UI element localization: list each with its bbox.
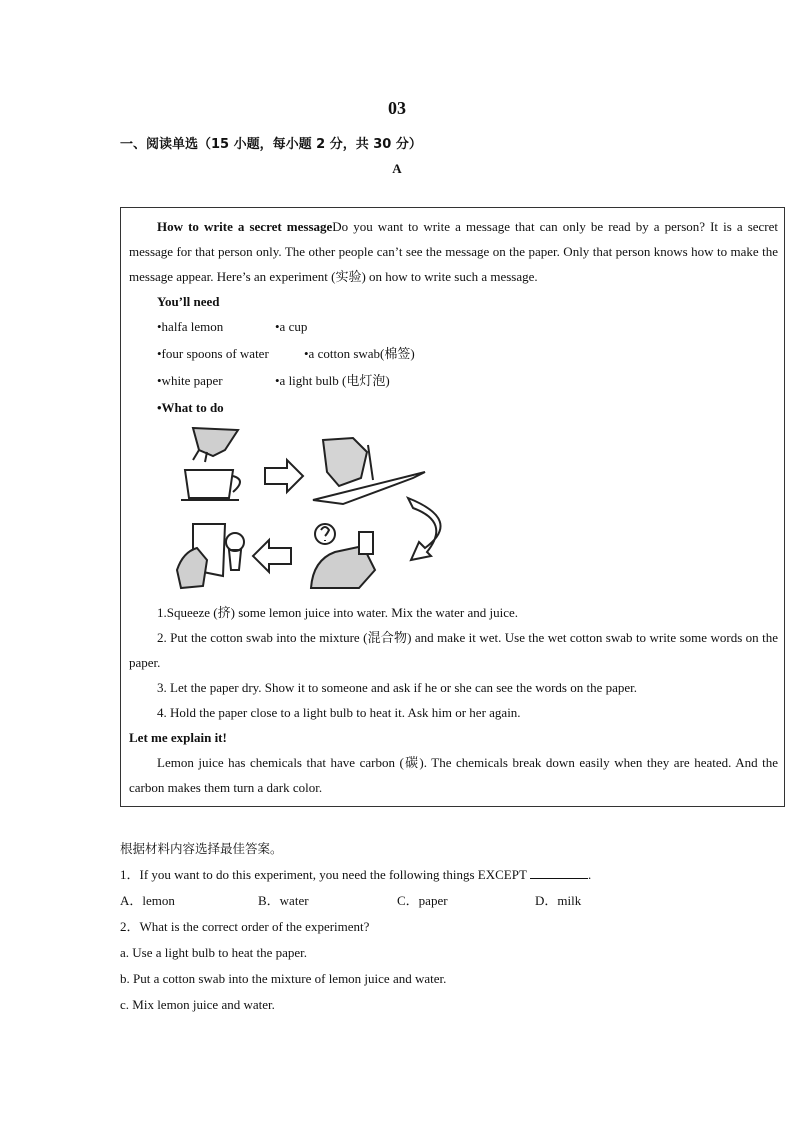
question-2-stem: 2．What is the correct order of the experiment? <box>120 919 370 934</box>
question-1 <box>120 862 790 888</box>
steps-section <box>129 600 778 800</box>
paper-and-bulb-icon <box>177 524 244 588</box>
question-1-stem: 1．If you want to do this experiment, you need the following things EXCEPT <box>120 867 527 882</box>
question-2-item-b: b. Put a cotton swab into the mixture of lemon juice and water. <box>120 971 447 986</box>
need-row <box>157 314 778 341</box>
squeeze-lemon-icon <box>181 428 240 500</box>
option-c[interactable]: C．paper <box>397 893 448 908</box>
need-item: •four spoons of water <box>157 346 269 361</box>
question-1-end: . <box>587 867 592 882</box>
what-heading: •What to do <box>157 400 224 415</box>
passage-intro <box>129 214 778 289</box>
answer-blank <box>530 864 588 879</box>
explain-text: Lemon juice has chemicals that have carbon (碳). The chemicals break down easily when they are heated. And the carbon makes them turn a dark color. <box>129 755 778 795</box>
step-4: 4. Hold the paper close to a light bulb to heat it. Ask him or her again. <box>157 705 521 720</box>
option-b[interactable]: B．water <box>258 893 309 908</box>
passage-top <box>129 214 778 420</box>
intro-text: Do you want to write a message that can only be read by a person? It is a secret message for that person only. The other people can’t see the message on the paper. Only that person knows how to make the message appear. Here’s an experiment (实验) on how to write such a message. <box>129 219 779 284</box>
need-heading: You’ll need <box>157 294 220 309</box>
option-d[interactable]: D．milk <box>535 893 582 908</box>
arrow-right-icon <box>265 460 303 492</box>
curved-arrow-icon <box>408 498 441 560</box>
section-title: 一、阅读单选（15 小题，每小题 2 分，共 30 分） <box>120 137 422 152</box>
questions-section <box>120 836 790 1018</box>
page-number: 03 <box>388 98 406 118</box>
question-2-item-c: c. Mix lemon juice and water. <box>120 997 275 1012</box>
question-2-item-a: a. Use a light bulb to heat the paper. <box>120 945 308 960</box>
need-row <box>157 341 778 368</box>
passage-box <box>120 207 785 807</box>
passage-letter: A <box>392 161 402 176</box>
need-item: •a cup <box>275 319 308 334</box>
write-with-swab-icon <box>313 438 425 504</box>
need-item: •a cotton swab(棉签) <box>304 346 415 361</box>
experiment-illustration <box>163 420 453 592</box>
step-3: 3. Let the paper dry. Show it to someone and ask if he or she can see the words on the paper. <box>157 680 638 695</box>
need-item: •a light bulb (电灯泡) <box>275 373 390 388</box>
arrow-left-icon <box>253 540 291 572</box>
need-item: •white paper <box>157 373 223 388</box>
explain-heading: Let me explain it! <box>129 730 227 745</box>
need-row <box>157 368 778 395</box>
passage-title: How to write a secret message <box>157 219 333 234</box>
show-paper-icon <box>311 524 375 588</box>
option-a[interactable]: A．lemon <box>120 893 175 908</box>
need-item: •halfa lemon <box>157 319 224 334</box>
step-2: 2. Put the cotton swab into the mixture (混合物) and make it wet. Use the wet cotton swab to write some words on the paper. <box>129 630 778 670</box>
question-1-options <box>120 888 790 914</box>
instruction: 根据材料内容选择最佳答案。 <box>120 841 283 856</box>
step-1: 1.Squeeze (挤) some lemon juice into water. Mix the water and juice. <box>157 605 518 620</box>
